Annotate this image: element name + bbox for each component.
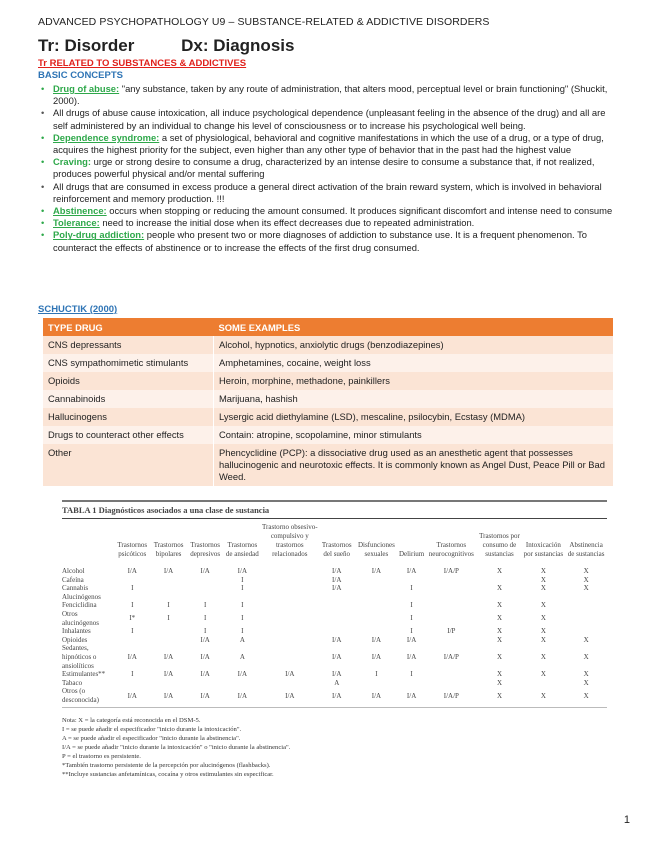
diagnosis-cell: I/A — [406, 567, 417, 575]
column-header: Delirium — [398, 550, 425, 558]
diagnosis-cell: X — [583, 575, 589, 584]
column-header: Intoxicación por sustancias — [523, 541, 564, 558]
diagnosis-cell — [319, 610, 355, 627]
schuctik-heading: SCHUCTIK (2000) — [38, 304, 118, 315]
diagnosis-cell: I/A — [332, 652, 342, 661]
substance-cell: Otros (o desconocida) — [62, 687, 114, 707]
substance-cell: Fenciclidina — [62, 601, 97, 610]
page-title — [38, 36, 294, 56]
diagnosis-cell — [187, 584, 224, 593]
diagnosis-cell — [522, 679, 566, 688]
column-header: Trastornos depresivos — [190, 541, 221, 558]
diagnosis-cell: I — [410, 670, 413, 679]
definition-text: occurs when stopping or reducing the amount consumed. It produces significant discomfort and intense need to consume — [106, 205, 613, 217]
drug-type-cell: Opioids — [43, 372, 214, 390]
note-line: I = se puede añadir el especificador "inicio durante la intoxicación". — [62, 725, 242, 733]
diagnosis-cell: X — [583, 584, 589, 593]
column-header: SOME EXAMPLES — [214, 318, 614, 336]
diagnosis-cell: X — [540, 614, 546, 623]
diagnosis-cell — [261, 644, 319, 670]
table-caption: TABLA 1 Diagnósticos asociados a una clase de sustancia — [62, 500, 607, 519]
diagnosis-cell: X — [496, 627, 503, 636]
diagnosis-cell: I/A/P — [425, 687, 477, 707]
diagnosis-cell: X — [540, 635, 546, 644]
diagnosis-cell: I/A — [151, 687, 187, 707]
diagnosis-cell — [355, 627, 398, 636]
diagnosis-cell: X — [583, 678, 589, 687]
diagnosis-cell — [114, 636, 151, 645]
diagnosis-cell: X — [583, 635, 589, 644]
diagnosis-cell — [114, 593, 151, 602]
diagnosis-cell: I — [241, 601, 244, 610]
drug-type-cell: CNS depressants — [43, 336, 214, 354]
substance-cell: Cannabis — [62, 584, 89, 593]
term-label: Poly-drug addiction: — [53, 229, 145, 241]
diagnosis-cell — [355, 593, 398, 602]
table-row — [43, 354, 613, 372]
list-item — [38, 229, 618, 253]
diagnosis-cell: I/A/P — [443, 567, 459, 575]
substance-cell: Estimulantes** — [62, 670, 106, 679]
diagnosis-cell — [425, 670, 477, 679]
diagnosis-cell: I — [131, 670, 134, 679]
diagnosis-table — [62, 523, 607, 708]
diagnosis-cell — [151, 627, 187, 636]
diagnosis-cell — [398, 576, 425, 585]
definition-text: "any substance, taken by any route of administration, that alters mood, perceptual level or brain functioning" (Shuckit, 2000). — [53, 83, 608, 107]
list-item — [38, 83, 618, 107]
diagnosis-cell: A — [239, 652, 245, 661]
examples-cell: Amphetamines, cocaine, weight loss — [214, 354, 614, 372]
diagnosis-cell: I/A — [332, 670, 342, 679]
diagnosis-cell — [187, 679, 224, 688]
dsm-table-figure — [62, 500, 607, 779]
diagnosis-cell — [398, 679, 425, 688]
diagnosis-cell: I — [375, 670, 378, 679]
diagnosis-cell: I/A — [285, 670, 295, 679]
diagnosis-cell: I — [410, 614, 413, 623]
diagnosis-cell: X — [496, 584, 503, 593]
diagnosis-cell: X — [496, 635, 503, 644]
examples-cell: Alcohol, hypnotics, anxiolytic drugs (benzodiazepines) — [214, 336, 614, 354]
column-header: Trastornos por consumo de sustancias — [479, 532, 520, 558]
diagnosis-cell: I/A — [237, 567, 248, 575]
diagnosis-cell — [477, 593, 521, 602]
list-item — [38, 217, 618, 229]
diagnosis-cell: X — [540, 567, 546, 575]
diagnosis-cell — [187, 593, 224, 602]
diagnosis-cell — [425, 576, 477, 585]
diagnosis-cell — [261, 576, 319, 585]
diagnosis-cell: I/A — [398, 687, 425, 707]
table-row — [62, 627, 607, 636]
table-row — [62, 593, 607, 602]
list-item — [38, 107, 618, 131]
diagnosis-cell — [261, 593, 319, 602]
diagnosis-cell — [355, 576, 398, 585]
diagnosis-cell: I/A — [187, 687, 224, 707]
diagnosis-cell: X — [496, 567, 503, 575]
diagnosis-cell — [319, 627, 355, 636]
diagnosis-cell — [425, 679, 477, 688]
diagnosis-cell: I/A — [200, 635, 210, 644]
diagnosis-cell — [114, 679, 151, 688]
diagnosis-cell — [151, 636, 187, 645]
table-row — [62, 679, 607, 688]
examples-cell: Lysergic acid diethylamine (LSD), mescaline, psilocybin, Ecstasy (MDMA) — [214, 408, 614, 426]
diagnosis-cell — [425, 584, 477, 593]
column-header: Trastornos psicóticos — [117, 541, 148, 558]
diagnosis-cell: I/A — [319, 687, 355, 707]
substance-cell: Otros alucinógenos — [62, 609, 99, 627]
note-line: P = el trastorno es persistente. — [62, 752, 141, 760]
diagnosis-cell: I/A — [200, 652, 210, 661]
term-label: Drug of abuse: — [53, 83, 120, 94]
diagnosis-cell — [565, 627, 607, 636]
diagnosis-cell — [425, 593, 477, 602]
diagnosis-cell: I — [241, 627, 244, 636]
diagnosis-cell: X — [540, 601, 546, 610]
diagnosis-cell: I/A — [163, 652, 174, 661]
diagnosis-cell — [425, 610, 477, 627]
diagnosis-cell: I/A — [163, 670, 174, 679]
diagnosis-cell — [261, 679, 319, 688]
term-label: Dependence syndrome: — [53, 131, 160, 143]
diagnosis-cell: X — [496, 614, 503, 623]
examples-cell: Marijuana, hashish — [214, 390, 614, 408]
diagnosis-cell — [355, 584, 398, 593]
diagnosis-cell: I — [204, 601, 207, 610]
diagnosis-cell: X — [540, 575, 546, 584]
diagnosis-cell — [261, 636, 319, 645]
substance-cell: Opioides — [62, 635, 88, 644]
diagnosis-cell — [355, 679, 398, 688]
diagnosis-cell: I* — [129, 614, 136, 623]
drug-type-cell: Drugs to counteract other effects — [43, 426, 214, 444]
diagnosis-cell: I — [241, 614, 244, 623]
diagnosis-cell: I/A — [200, 670, 210, 679]
diagnosis-cell: I — [410, 601, 413, 610]
table-row — [62, 610, 607, 627]
diagnosis-cell: X — [522, 687, 566, 707]
diagnosis-cell: I/A — [332, 575, 342, 584]
diagnosis-cell: A — [239, 635, 245, 644]
diagnosis-cell: X — [477, 687, 521, 707]
table-row — [62, 567, 607, 576]
diagnosis-cell — [398, 593, 425, 602]
table-row — [43, 372, 613, 390]
section-heading: Tr RELATED TO SUBSTANCES & ADDICTIVES — [38, 58, 247, 69]
diagnosis-cell — [151, 576, 187, 585]
diagnosis-cell: X — [540, 584, 546, 593]
diagnosis-cell — [425, 636, 477, 645]
diagnosis-cell — [187, 576, 224, 585]
diagnosis-cell: X — [583, 567, 589, 575]
diagnosis-cell — [522, 593, 566, 602]
diagnosis-cell — [261, 627, 319, 636]
drug-types-table — [43, 318, 613, 486]
diagnosis-cell: I/A — [332, 584, 342, 593]
diagnosis-cell: I/A — [332, 635, 342, 644]
diagnosis-cell: I/A — [371, 635, 382, 644]
diagnosis-cell: I/A — [224, 687, 261, 707]
column-header: Trastornos del sueño — [321, 541, 352, 558]
diagnosis-cell: I/A — [332, 567, 342, 575]
diagnosis-cell — [151, 584, 187, 593]
definition-text: need to increase the initial dose when its effect decreases due to repeated administration. — [99, 217, 475, 229]
table-row — [62, 670, 607, 679]
diagnosis-cell — [425, 601, 477, 610]
diagnosis-cell: X — [496, 678, 503, 687]
diagnosis-cell — [151, 593, 187, 602]
term-label: Craving: — [53, 156, 92, 168]
note-line: I/A = se puede añadir "inicio durante la intoxicación" o "inicio durante la abstinencia". — [62, 743, 291, 751]
diagnosis-cell: I/A — [406, 635, 417, 644]
diagnosis-cell: I/P — [447, 627, 456, 636]
title-disorder: Tr: Disorder — [38, 36, 135, 55]
diagnosis-cell: X — [496, 670, 503, 679]
diagnosis-cell: I/A — [355, 687, 398, 707]
table-row — [62, 636, 607, 645]
diagnosis-cell: I/A — [114, 687, 151, 707]
diagnosis-cell: I/A — [163, 567, 174, 575]
substance-cell: Inhalantes — [62, 627, 91, 636]
table-row — [43, 390, 613, 408]
note-line: A = se puede añadir el especificador "inicio durante la abstinencia". — [62, 734, 241, 742]
drug-type-cell: CNS sympathomimetic stimulants — [43, 354, 214, 372]
definition-text: a set of physiological, behavioral and cognitive manifestations in which the use of a drug, or a type of drug, acquires the highest priority for the subject, even higher than any other type of behavior that in the past had the highest value — [53, 131, 604, 156]
term-label: Abstinence: — [53, 205, 107, 217]
diagnosis-cell: X — [540, 627, 546, 636]
definition-text: All drugs that are consumed in excess produce a general direct activation of the brain reward system, which is involved in behavioral reinforcement and memory production. !!! — [53, 180, 602, 204]
diagnosis-cell — [224, 679, 261, 688]
note-line: *También trastorno persistente de la percepción por alucinógenos (flashbacks). — [62, 761, 271, 769]
column-header: Trastornos bipolares — [153, 541, 184, 558]
term-label: Tolerance: — [53, 217, 100, 229]
diagnosis-cell — [319, 593, 355, 602]
drug-type-cell: Other — [43, 444, 214, 486]
diagnosis-cell — [261, 567, 319, 576]
diagnosis-cell: I — [410, 627, 413, 636]
list-item — [38, 156, 618, 180]
diagnosis-cell: I — [131, 601, 134, 610]
diagnosis-cell — [151, 679, 187, 688]
diagnosis-cell — [224, 593, 261, 602]
diagnosis-cell: I — [204, 614, 207, 623]
diagnosis-cell — [261, 601, 319, 610]
diagnosis-cell: I — [410, 584, 413, 593]
table-row — [43, 426, 613, 444]
drug-type-cell: Hallucinogens — [43, 408, 214, 426]
diagnosis-cell — [261, 610, 319, 627]
column-header: Abstinencia de sustancias — [567, 541, 605, 558]
diagnosis-cell — [355, 601, 398, 610]
list-item — [38, 181, 618, 205]
substance-cell: Cafeína — [62, 575, 84, 584]
diagnosis-cell: I — [131, 584, 134, 593]
diagnosis-cell: I — [241, 584, 244, 593]
column-header: Disfunciones sexuales — [357, 541, 395, 558]
substance-cell: Tabaco — [62, 678, 83, 687]
concepts-list — [38, 83, 618, 254]
note-line: **Incluye sustancias anfetamínicas, cocaína y otros estimulantes sin especificar. — [62, 770, 274, 778]
column-header: TYPE DRUG — [43, 318, 214, 336]
drug-type-cell: Cannabinoids — [43, 390, 214, 408]
diagnosis-cell: I/A — [371, 652, 382, 661]
diagnosis-cell: I/A — [237, 670, 248, 679]
table-row — [43, 408, 613, 426]
list-item — [38, 132, 618, 156]
diagnosis-cell: X — [583, 670, 589, 679]
running-header: ADVANCED PSYCHOPATHOLOGY U9 – SUBSTANCE-RELATED & ADDICTIVE DISORDERS — [38, 16, 490, 28]
diagnosis-cell: I/A — [127, 567, 137, 575]
diagnosis-cell: X — [496, 652, 503, 661]
examples-cell: Phencyclidine (PCP): a dissociative drug used as an anesthetic agent that possesses hallucinogenic and neurotoxic effects. It is commonly known as Angel Dust, Peace Pill or Bad Weed. — [214, 444, 614, 486]
diagnosis-cell — [565, 601, 607, 610]
diagnosis-cell: I/A — [127, 652, 137, 661]
column-header: Trastornos de ansiedad — [225, 541, 259, 558]
diagnosis-cell: I/A — [261, 687, 319, 707]
diagnosis-cell — [261, 584, 319, 593]
diagnosis-cell: I — [131, 627, 134, 636]
diagnosis-cell: X — [583, 652, 589, 661]
table-row — [62, 644, 607, 670]
substance-cell: Alcohol — [62, 567, 85, 575]
diagnosis-cell — [565, 610, 607, 627]
diagnosis-cell: I/A — [406, 652, 417, 661]
page-number: 1 — [623, 814, 630, 826]
diagnosis-cell: A — [334, 678, 340, 687]
title-diagnosis: Dx: Diagnosis — [181, 36, 295, 55]
diagnosis-cell: I/A — [200, 567, 210, 575]
column-header — [62, 523, 114, 567]
diagnosis-cell: I/A/P — [443, 652, 459, 661]
diagnosis-cell: X — [565, 687, 607, 707]
subsection-heading: BASIC CONCEPTS — [38, 70, 123, 81]
diagnosis-cell — [477, 576, 521, 585]
diagnosis-cell: I — [241, 575, 244, 584]
table-notes — [62, 716, 607, 779]
table-row — [62, 687, 607, 707]
examples-cell: Heroin, morphine, methadone, painkillers — [214, 372, 614, 390]
substance-cell: Sedantes, hipnóticos o ansiolíticos — [62, 644, 97, 670]
column-header: Trastornos neurocognitivos — [428, 541, 474, 558]
examples-cell: Contain: atropine, scopolamine, minor stimulants — [214, 426, 614, 444]
diagnosis-cell: X — [496, 601, 503, 610]
diagnosis-cell: I — [167, 601, 170, 610]
definition-text: people who present two or more diagnoses of addiction to substance use. It is a frequent phenomenon. To counteract the effects of abstinence or to increase the effects of the first drug consumed. — [53, 229, 587, 253]
diagnosis-cell: X — [540, 670, 546, 679]
diagnosis-cell — [114, 576, 151, 585]
definition-text: All drugs of abuse cause intoxication, all induce psychological dependence (unpleasant feeling in the absence of the drug) and all are self administered by an individual to change his level of consciousness or to increase his psychological well being. — [53, 107, 606, 131]
diagnosis-cell: X — [540, 652, 546, 661]
column-header: Trastorno obsesivo-compulsivo y trastornos relacionados — [262, 523, 318, 558]
table-row — [43, 336, 613, 354]
substance-cell: Alucinógenos — [62, 592, 101, 601]
list-item — [38, 205, 618, 217]
table-row — [62, 576, 607, 585]
diagnosis-cell — [565, 593, 607, 602]
table-row — [62, 584, 607, 593]
definition-text: urge or strong desire to consume a drug, characterized by an intense desire to consume a substance that, if not realized, produces powerful physical and/or mental suffering — [53, 156, 595, 180]
table-row — [43, 444, 613, 486]
diagnosis-cell: I — [167, 614, 170, 623]
diagnosis-cell — [355, 610, 398, 627]
note-line: Nota: X = la categoría está reconocida en el DSM-5. — [62, 716, 201, 724]
table-row — [62, 601, 607, 610]
diagnosis-cell — [319, 601, 355, 610]
diagnosis-cell: I/A — [371, 567, 382, 575]
diagnosis-cell: I — [204, 627, 207, 636]
